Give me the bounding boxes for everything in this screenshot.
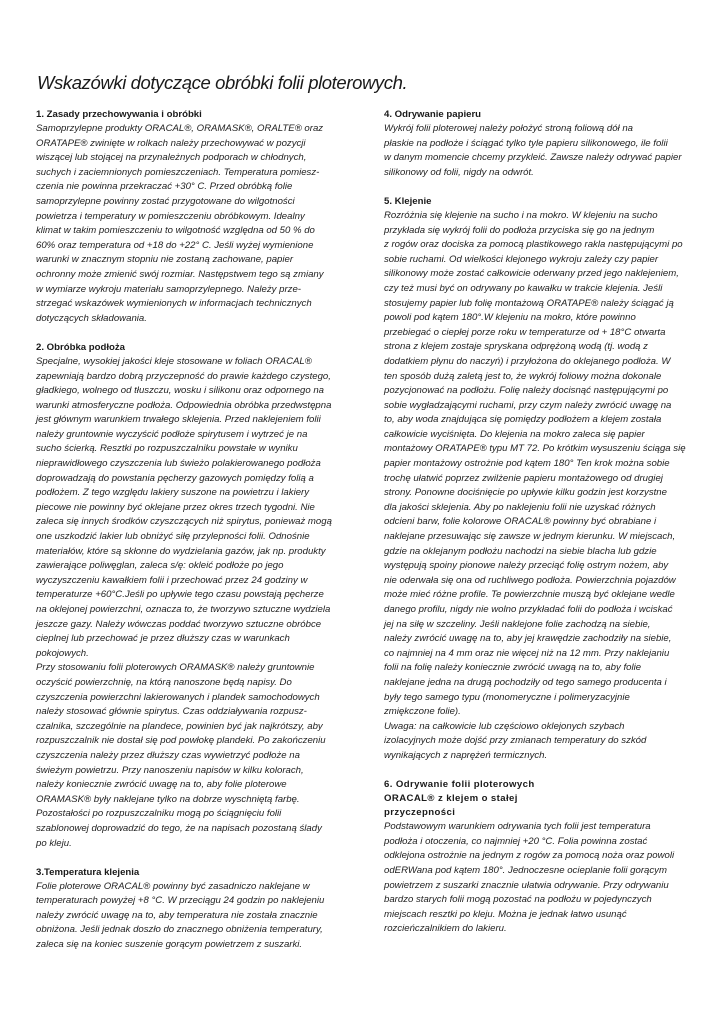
- section-body: Wykrój folii ploterowej należy położyć stroną foliową dół na płaskie na podłoże i ściągać tylko tyle papieru silikonowego, ile folii w danym momencie chcemy przykleić. Zawsze należy odrywać papier silikonowy od folii, nigdy na odwrót.: [384, 123, 682, 178]
- right-column: [384, 108, 716, 937]
- section-body: Podstawowym warunkiem odrywania tych folii jest temperatura podłoża i otoczenia, co najmniej +20 °C. Folia powinna zostać odklejona ostrożnie na jednym z rogów za pomocą noża oraz powoli odERWana pod kątem 180°. Jednoczesne ocieplanie folii gorącym powietrzem z suszarki znacznie ułatwia odrywanie. Przy odrywaniu bardzo starych folii mogą pozostać na podłożu w pojedynczych miejscach resztki po kleju. Można je jednak łatwo usunąć rozcieńczalnikiem do lakieru.: [384, 821, 675, 935]
- section-title: 3.Temperatura klejenia: [36, 866, 140, 878]
- section-title: 2. Obróbka podłoża: [36, 341, 126, 353]
- section-title: 4. Odrywanie papieru: [384, 109, 482, 120]
- left-column: [36, 108, 350, 953]
- section-body: Folie ploterowe ORACAL® powinny być zasadniczo naklejane w temperaturach powyżej +8 °C. W przeciągu 24 godzin po naklejeniu należy zwrócić uwagę na to, aby temperatura nie została znacznie obniżona. Jeśli jednak doszło do znacznego obniżenia temperatury, zaleca się na koniec suszenie gorącym powietrzem z suszarki.: [36, 880, 325, 951]
- page-title: Wskazówki dotyczące obróbki folii ploterowych.: [37, 72, 408, 93]
- section-gluing: [384, 195, 716, 764]
- section-paper-removal: [384, 108, 716, 180]
- section-title: 5. Klejenie: [384, 195, 432, 207]
- section-body: Samoprzylepne produkty ORACAL®, ORAMASK®, ORALTE® oraz ORATAPE® zwinięte w rolkach należy przechowywać w pozycji wiszącej lub stojącej na przynależnych podporach w chłodnych, suchych i zaciemnionych pomieszczeniach. Temperatura pomiesz- czenia nie powinna przekraczać +30° C. Przed obróbką folie samoprzylepne powinny zostać przygotowane do wilgotności powietrza i temperatury w pomieszczeniu obróbkowym. Idealny klimat w takim pomieszczeniu to wilgotność względna od 50 % do 60% oraz temperatura od +18 do +22° C. Jeśli wyżej wymienione warunki w znacznym stopniu nie zostaną zachowane, papier ochronny może zmienić swój rozmiar. Następstwem tego są zmiany w wymiarze wykroju materiału samoprzylepnego. Należy prze- strzegać wskazówek wymienionych w informacjach technicznych dotyczących składowania.: [36, 123, 324, 324]
- section-title: 6. Odrywanie folii ploterowych ORACAL® z klejem o stałej przyczepności: [384, 779, 535, 819]
- section-title: 1. Zasady przechowywania i obróbki: [36, 109, 202, 120]
- section-substrate: [36, 341, 350, 851]
- section-body: Rozróżnia się klejenie na sucho i na mokro. W klejeniu na sucho przykłada się wykrój folii do podłoża przyciska się go na jednym z rogów oraz dociska za pomocą plastikowego rakla następującymi po sobie ruchami. Od wielkości klejonego wykroju zależy czy papier silikonowy może zostać całkowicie oderwany przed jego naklejeniem, czy też musi być on odrywany po kawałku w trakcie klejenia. Jeśli stosujemy papier lub folię montażową ORATAPE® należy ściągać ją powoli pod kątem 180°.W klejeniu na mokro, które powinno przebiegać o ciepłej porze roku w temperaturze od + 18°C otwarta strona z klejem zostaje spryskana odprężoną wodą (tj. wodą z dodatkiem płynu do naczyń) i przyłożona do oklejanego podłoża. W ten sposób dużą zaletą jest to, że wykrój foliowy można dokonale pozycjonować na podłożu. Folię należy docisnąć następującymi po sobie wygładzającymi ruchami, przy czym należy zwrócić uwagę na to, aby woda znajdująca się pomiędzy podłożem a klejem została całkowicie wyciśnięta. Do klejenia na mokro zaleca się papier montażowy ORATAPE® typu MT 72. Po krótkim wysuszeniu ściąga się papier montażowy ostrożnie pod kątem 180° Ten krok można sobie trochę ułatwić poprzez zwilżenie papieru montażowego od drugiej strony. Ponowne dociśnięcie po upływie kilku godzin jest korzystne dla jakości sklejenia. Aby po naklejeniu folii nie uzyskać różnych odcieni barw, folie kolorowe ORACAL® powinny być obrabiane i naklejane przesuwając się zawsze w jednym kierunku. W miejscach, gdzie na oklejanym podłożu nachodzi na siebie blacha lub gdzie występują spoiny pionowe należy przeciąć folię ostrym nożem, aby nie oderwała się ona od ruchliwego podłoża. Powierzchnia pojazdów może mieć różne profile. Te powierzchnie muszą być oklejane wedle danego profilu, nigdy nie wolno przykładać folii do podłoża i wciskać jej na siłę w szczeliny. Jeśli naklejone folie zachodzą na siebie, należy zwrócić uwagę na to, aby jej krawędzie zachodziły na siebie, co najmniej na 4 mm oraz nie więcej niż na 12 mm. Przy naklejaniu folii na folię należy koniecznie zwrócić uwagą na to, aby folie naklejane jedna na drugą pochodziły od tego samego producenta i były tego samego typu (monomeryczne i polimeryzacyjnie zmiękczone folie). Uwaga: na całkowicie lub częściowo oklejonych szybach izolacyjnych może dojść przy zmianach temperatury do szkód wynikających z naprężeń termicznych.: [384, 209, 686, 761]
- section-storage: [36, 108, 350, 326]
- section-temperature: [36, 866, 350, 953]
- section-film-removal: [384, 778, 716, 937]
- section-body: Specjalne, wysokiej jakości kleje stosowane w foliach ORACAL® zapewniają bardzo dobrą przyczepność do prawie każdego czystego, gładkiego, wolnego od tłuszczu, wosku i silikonu oraz odpornego na warunki atmosferyczne podłoża. Odpowiednia obróbka przedwstępna jest głównym warunkiem trwałego sklejenia. Przed naklejeniem folii należy gruntownie wyczyścić podłoże spirytusem i wytrzeć je na sucho ścierką. Resztki po rozpuszczalniku powstałe w wyniku nieprawidłowego czyszczenia lub świeżo polakierowanego podłoża doprowadzają do powstania pęcherzy gazowych pomiędzy folią a podłożem. Z tego względu lakiery suszone na powietrzu i lakiery piecowe nie powinny być oklejane przez okres trzech tygodni. Nie zaleca się innych środków czyszczących niż spirytus, ponieważ mogą one uszkodzić lakier lub obniżyć siłę przylepności folii. Odnośnie materiałów, które są skłonne do wydzielania gazów, jak np. produkty zawierające poliwęglan, zaleca s/ę: okleić podłoże po jego wyczyszczeniu kawałkiem folii i przechować przez 24 godziny w temperaturze +60°C.Jeśli po upływie tego czasu powstają pęcherze na oklejonej powierzchni, oznacza to, że tworzywo sztuczne wydziela jeszcze gazy. Należy wówczas poddać tworzywo sztuczne obróbce cieplnej lub przechować je przez dłuższy czas w warunkach pokojowych. Przy stosowaniu folii ploterowych ORAMASK® należy gruntownie oczyścić powierzchnię, na którą nanoszone będą napisy. Do czyszczenia powierzchni lakierowanych i plandek samochodowych należy stosować głównie spirytus. Czas oddziaływania rozpusz- czalnika, szczególnie na plandece, powinien być jak najkrótszy, aby rozpuszczalnik nie dostał się pod powłokę plandeki. Po zakończeniu czyszczenia należy przez dłuższy czas wywietrzyć podłoże na świeżym powietrzu. Przy nanoszeniu napisów w kilku kolorach, należy koniecznie zwrócić uwagę na to, aby folie ploterowe ORAMASK® były naklejane tylko na dobrze wyschniętą farbę. Pozostałości po rozpuszczalniku mogą po ściągnięciu folii szablonowej doprowadzić do tego, że na napisach pozostaną ślady po kleju.: [36, 355, 332, 849]
